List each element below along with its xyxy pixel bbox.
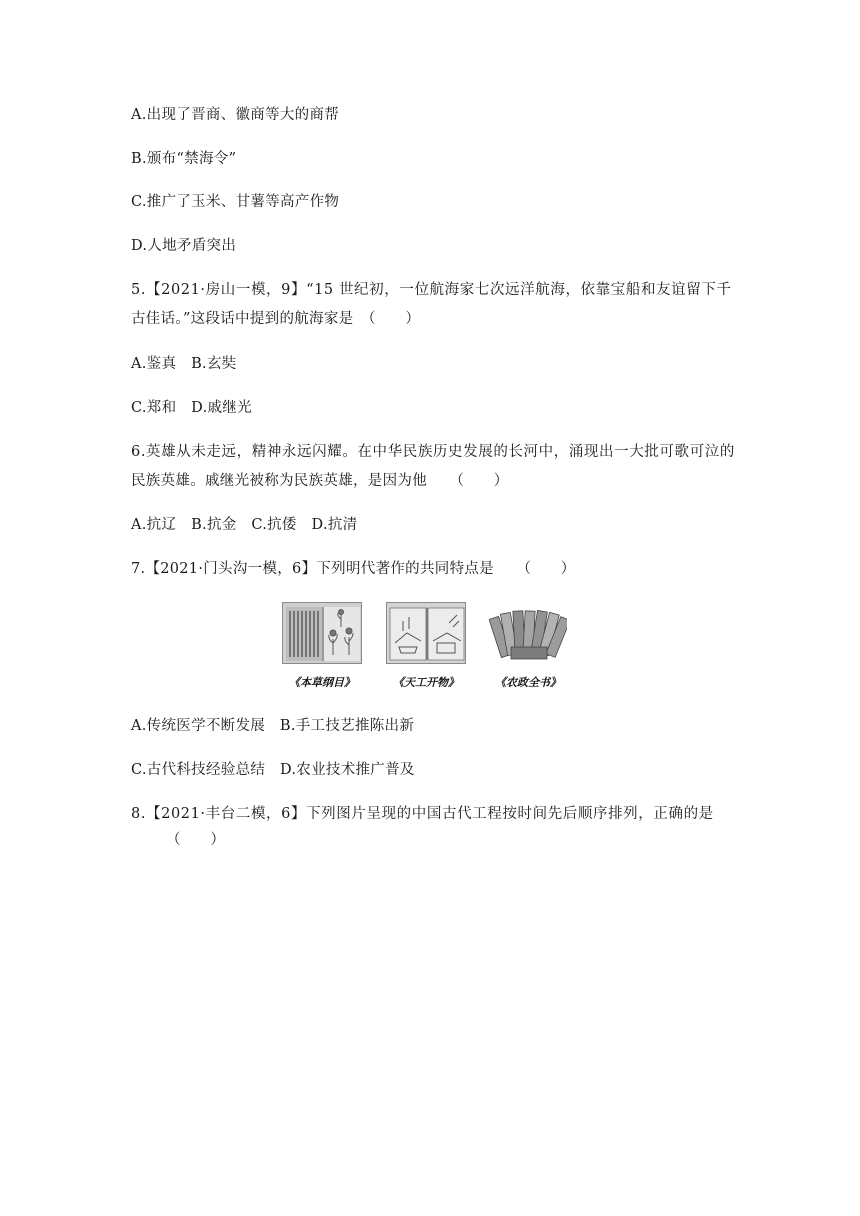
- q5-options-row-2: C.郑和 D.戚继光: [131, 400, 252, 416]
- q7-options-row-2: C.古代科技经验总结 D.农业技术推广普及: [131, 762, 415, 778]
- q4-option-a: A.出现了晋商、徽商等大的商帮: [131, 107, 340, 123]
- q7-stem: 7.【2021·门头沟一模，6】下列明代著作的共同特点是 （ ）: [131, 561, 576, 577]
- fanned-book-volumes-image: [488, 602, 568, 664]
- q8-answer-blank: （ ）: [166, 832, 226, 848]
- q7-options-row-1: A.传统医学不断发展 B.手工技艺推陈出新: [131, 718, 415, 734]
- q7-figures: [282, 602, 582, 696]
- q8-stem-line-1: 8.【2021·丰台二模，6】下列图片呈现的中国古代工程按时间先后顺序排列，正确的是: [131, 806, 714, 822]
- q6-stem-line-1: 6.英雄从未走远，精神永远闪耀。在中华民族历史发展的长河中，涌现出一大批可歌可泣的: [131, 444, 735, 460]
- herbal-book-pages-image: [282, 602, 362, 664]
- q6-options: A.抗辽 B.抗金 C.抗倭 D.抗清: [131, 517, 358, 533]
- q4-option-c: C.推广了玉米、甘薯等高产作物: [131, 194, 340, 210]
- open-illustrated-book-image: [386, 602, 466, 664]
- figure-bencao-gangmu: [282, 602, 362, 689]
- q4-option-b: B.颁布“禁海令”: [131, 151, 237, 167]
- figure-caption: 《天工开物》: [393, 676, 459, 689]
- figure-nongzheng-quanshu: [488, 602, 568, 689]
- q5-options-row-1: A.鉴真 B.玄奘: [131, 356, 237, 372]
- figure-caption: 《本草纲目》: [289, 676, 355, 689]
- q5-stem-line-1: 5.【2021·房山一模，9】“15 世纪初，一位航海家七次远洋航海，依靠宝船和友谊留下千: [131, 282, 732, 298]
- figure-caption: 《农政全书》: [495, 676, 561, 689]
- q6-stem-line-2: 民族英雄。戚继光被称为民族英雄，是因为他 （ ）: [131, 473, 509, 489]
- figure-tiangong-kaiwu: [386, 602, 466, 689]
- q5-stem-line-2: 古佳话。”这段话中提到的航海家是 （ ）: [131, 311, 421, 327]
- q4-option-d: D.人地矛盾突出: [131, 238, 237, 254]
